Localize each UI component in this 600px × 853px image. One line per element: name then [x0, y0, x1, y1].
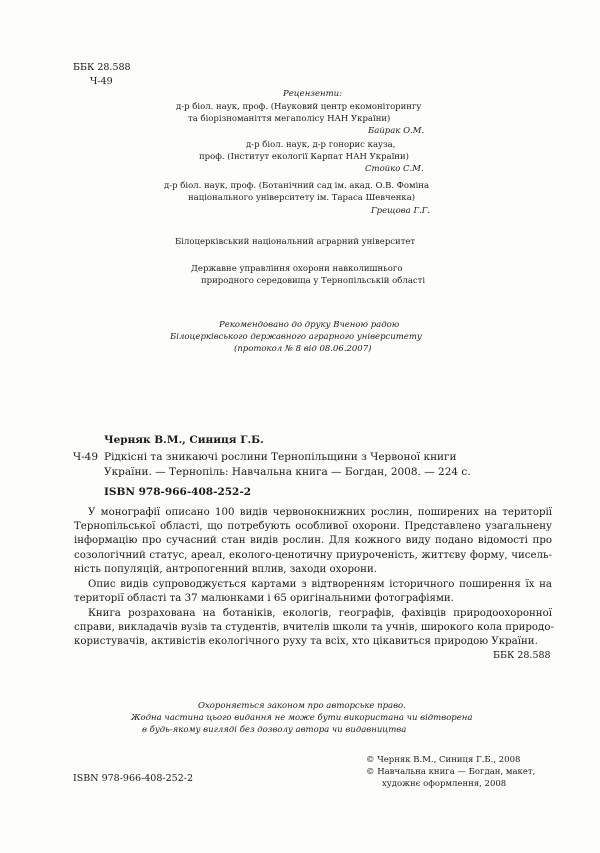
- reviewer-3-line-2: національного університету ім. Тараса Шевченка): [188, 193, 416, 203]
- reviewer-2-line-2: проф. (Інститут екології Карпат НАН України): [199, 152, 409, 162]
- abstract-paragraph-2: [74, 578, 552, 606]
- abstract-p3-line-1: Книга розрахована на ботаніків, екологів, географів, фахівців природоохоронної: [88, 608, 552, 619]
- copyright-notice-line-2: Жодна частина цього видання не може бути використана чи відтворена: [131, 713, 473, 723]
- abstract-p1-line-2: Тернопільської області, що потребують особливої охорони. Представлено узагальнену: [74, 521, 552, 533]
- citation-code: Ч-49: [73, 451, 99, 463]
- footer-isbn: ISBN 978-966-408-252-2: [73, 773, 193, 784]
- university-name: Білоцерківський національний аграрний університет: [175, 237, 416, 247]
- abstract-p3-line-3: користувачів, активістів екологічного руху та всіх, хто цікавиться природою України.: [74, 636, 538, 648]
- reviewer-2-name: Стойко С.М.: [365, 164, 424, 174]
- recommendation-line-2: Білоцерківського державного аграрного університету: [170, 332, 422, 342]
- citation-title-line-2: України. — Тернопіль: Навчальна книга — Богдан, 2008. — 224 с.: [104, 466, 471, 478]
- recommendation-line-3: (протокол № 8 від 08.06.2007): [234, 344, 372, 354]
- reviewer-2-line-1: д-р біол. наук, д-р гонорис кауза,: [246, 140, 396, 150]
- abstract-p1-line-3: інформацію про сучасний стан видів рослин. Для кожного виду подано відомості про: [74, 535, 552, 547]
- abstract-p1-line-4: созологічний статус, ареал, еколого-ценотичну приуроченість, життєву форму, чисель-: [74, 549, 552, 561]
- citation-title-line-1: Рідкісні та зникаючі рослини Тернопільщини з Червоної книги: [104, 451, 457, 463]
- recommendation-line-1: Рекомендовано до друку Вченою радою: [219, 320, 400, 330]
- abstract-p1-line-5: ність популяцій, антропогенний вплив, заходи охорони.: [74, 563, 377, 575]
- abstract-p1-line-1: У монографії описано 100 видів червонокнижних рослин, поширених на території: [88, 507, 552, 518]
- reviewers-heading: Рецензенти:: [283, 89, 342, 99]
- copyright-notice-line-3: в будь-якому вигляді без дозволу автора чи видавництва: [142, 725, 407, 735]
- footer-copyright-1: © Черняк В.М., Синиця Г.Б., 2008: [366, 755, 521, 765]
- footer-copyright-3: художнє оформлення, 2008: [382, 779, 507, 789]
- copyright-notice-line-1: Охороняється законом про авторське право.: [198, 701, 406, 711]
- reviewer-3-name: Грещова Г.Г.: [371, 206, 431, 216]
- bbk-code-top: ББК 28.588: [73, 62, 131, 73]
- citation-isbn: ISBN 978-966-408-252-2: [104, 486, 252, 498]
- abstract-paragraph-3: [74, 607, 552, 650]
- abstract-paragraph-1: [74, 506, 552, 577]
- department-line-1: Державне управління охорони навколишнього: [191, 264, 403, 274]
- author-mark-top: Ч-49: [90, 76, 113, 87]
- abstract-p3-line-2: справи, викладачів вузів та студентів, вчителів школи та учнів, широкого кола природо-: [74, 622, 554, 634]
- bbk-code-bottom: ББК 28.588: [493, 650, 551, 661]
- reviewer-1-line-2: та біорізноманіття мегаполісу НАН України): [188, 114, 391, 124]
- reviewer-1-line-1: д-р біол. наук, проф. (Науковий центр екомоніторингу: [176, 102, 422, 112]
- reviewer-3-line-1: д-р біол. наук, проф. (Ботанічний сад ім. акад. О.В. Фоміна: [164, 181, 430, 191]
- reviewer-1-name: Байрак О.М.: [368, 126, 425, 136]
- footer-copyright-2: © Навчальна книга — Богдан, макет,: [366, 767, 536, 777]
- abstract-p2-line-1: Опис видів супроводжується картами з відтворенням історичного поширення їх на: [88, 579, 552, 590]
- abstract-p2-line-2: території області та 37 малюнками і 65 оригінальними фотографіями.: [74, 593, 454, 605]
- citation-authors: Черняк В.М., Синиця Г.Б.: [104, 434, 264, 446]
- department-line-2: природного середовища у Тернопільській області: [201, 276, 426, 286]
